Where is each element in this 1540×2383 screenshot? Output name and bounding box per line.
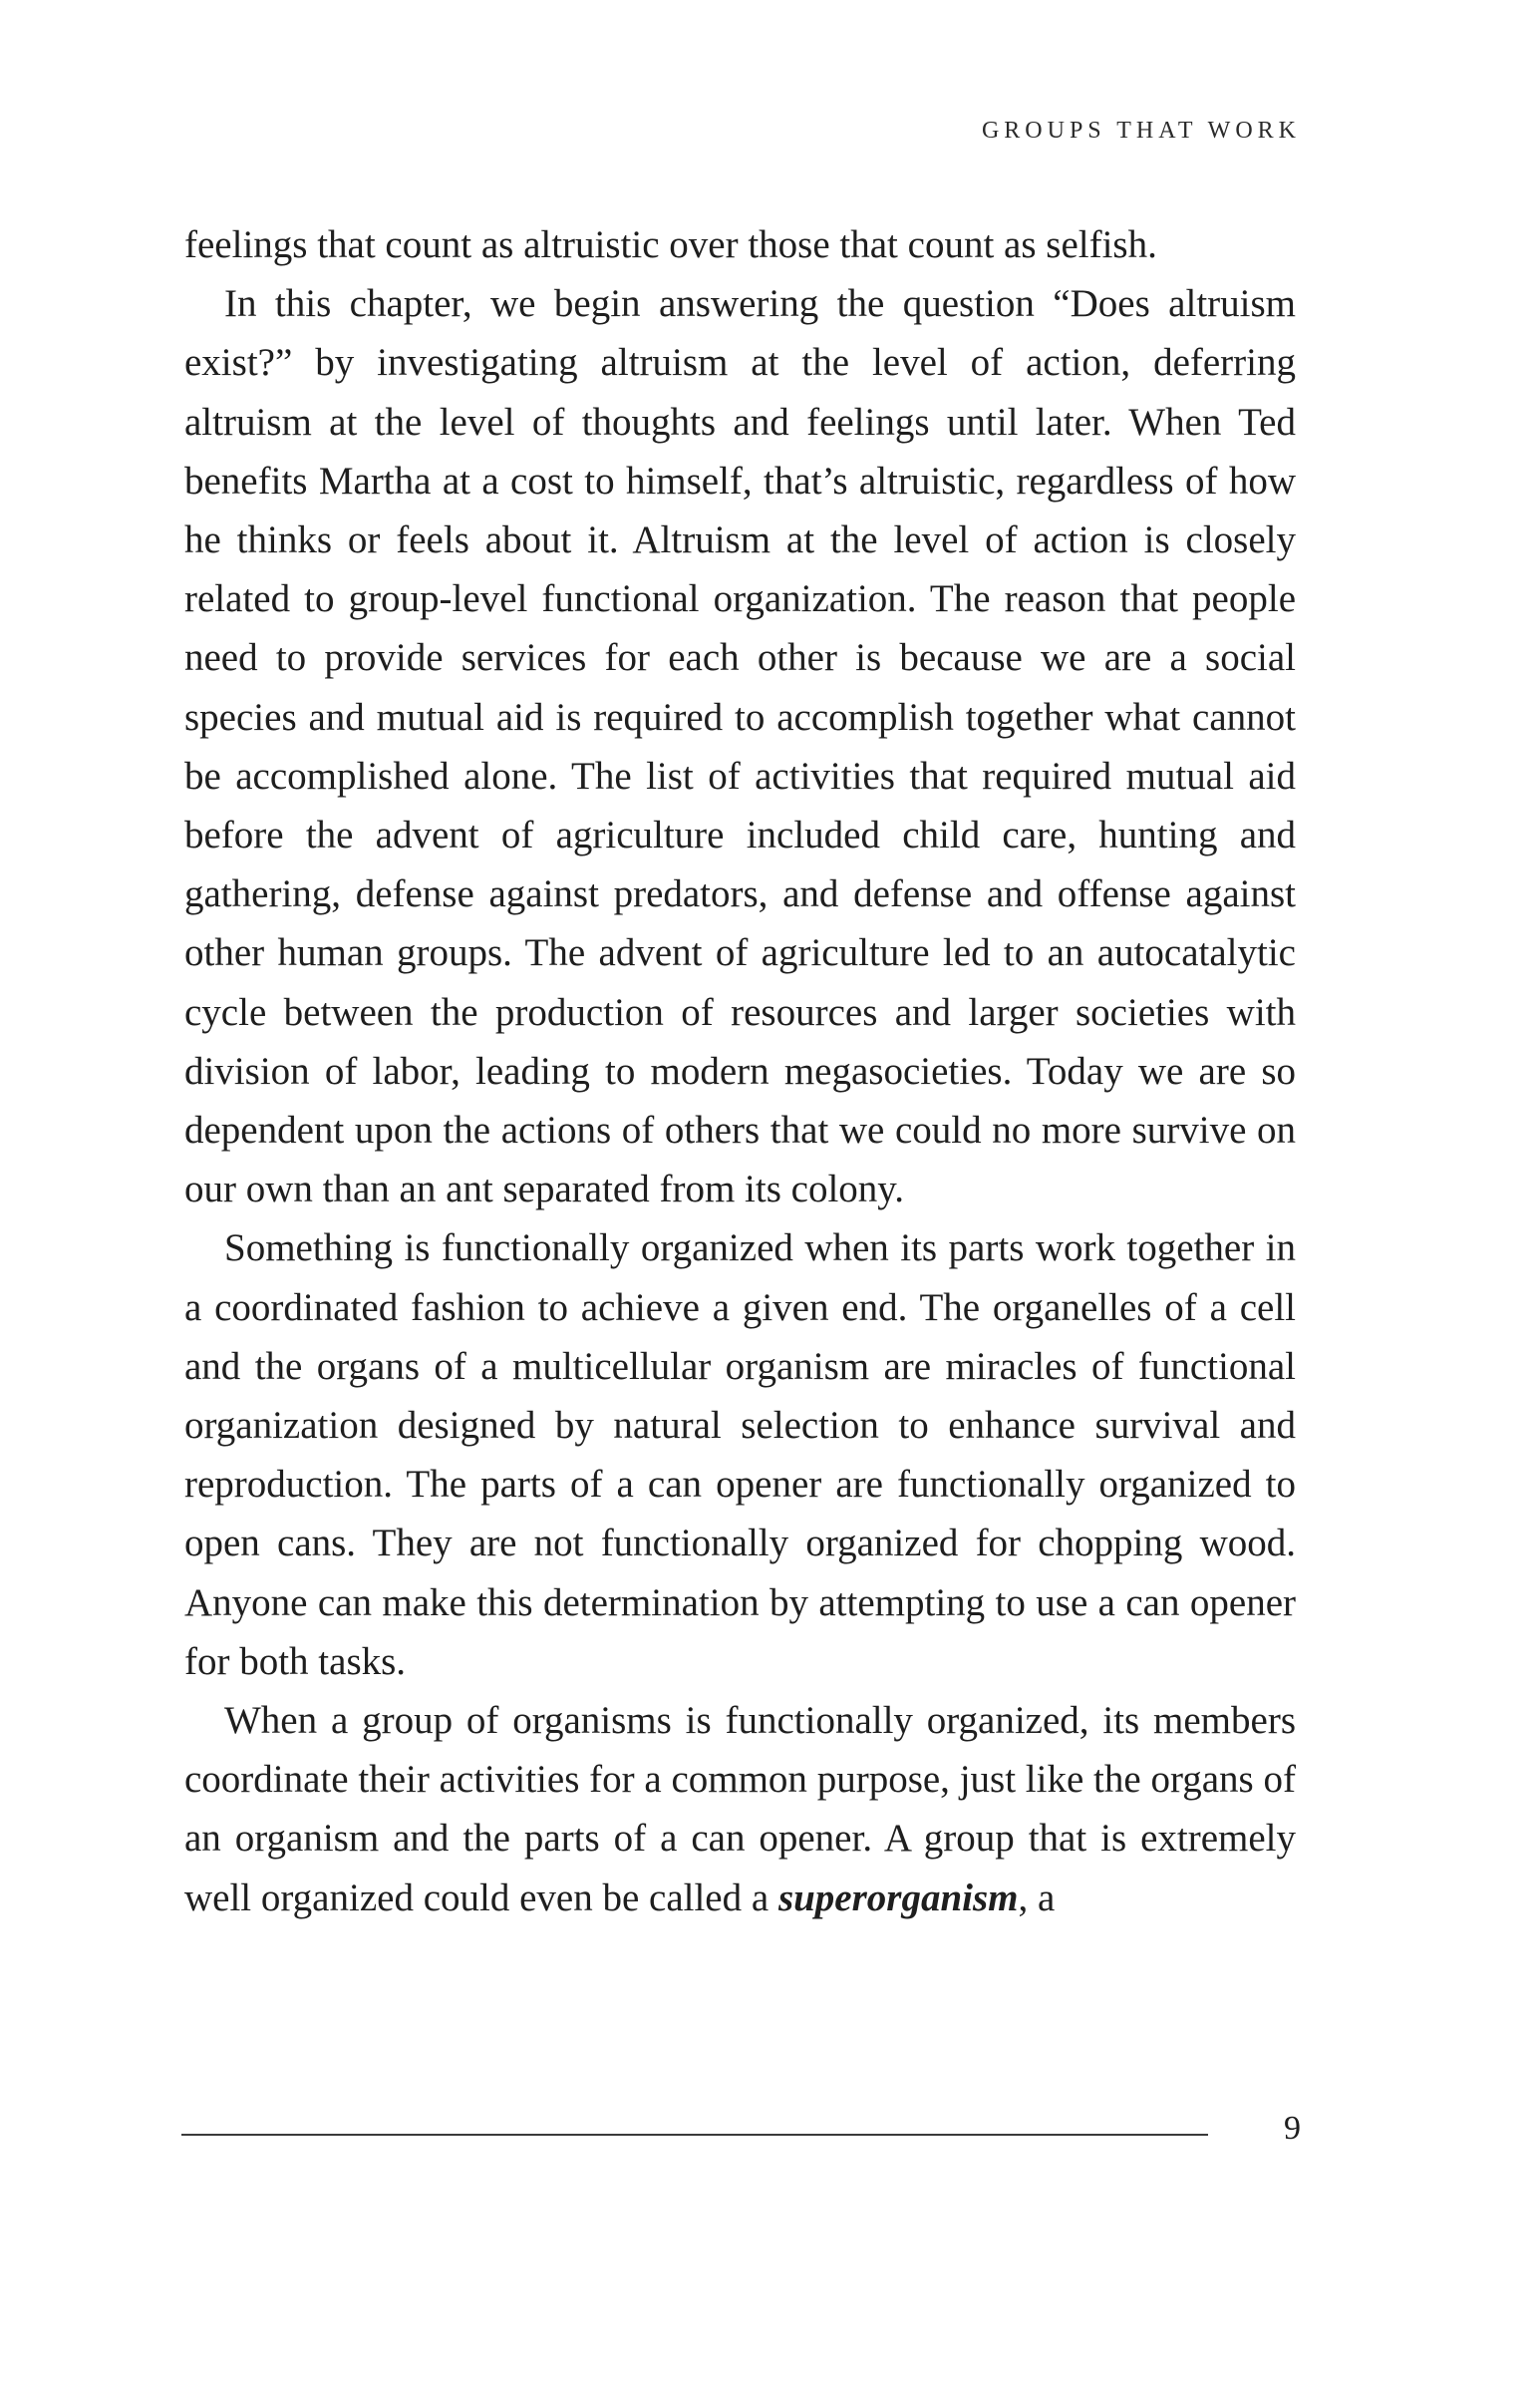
emphasis-term: superorganism	[777, 1875, 1019, 1919]
page-number: 9	[1284, 2110, 1301, 2147]
paragraph-3: Something is functionally organized when its parts work together in a coordinated fashion to achieve a given end. The organelles of a cell and the organs of a multicellular organism are miracles of functional organization designed by natural selection to enhance survival and reproduction. The parts of a can opener are functionally organized to open cans. They are not functionally organized for chopping wood. Anyone can make this determination by attempting to use a can opener for both tasks.	[184, 1226, 1296, 1683]
running-head: GROUPS THAT WORK	[981, 118, 1301, 144]
paragraph-4-tail: , a	[1018, 1875, 1056, 1919]
footer-rule	[181, 2134, 1208, 2136]
paragraph-4	[184, 1691, 1296, 1927]
paragraph-2: In this chapter, we begin answering the question “Does altruism exist?” by investigating altruism at the level of action, deferring altruism at the level of thoughts and feelings until later. When Ted benefits Martha at a cost to himself, that’s altruistic, regardless of how he thinks or feels about it. Altruism at the level of action is closely related to group-level functional organization. The reason that people need to provide services for each other is because we are a social species and mutual aid is required to accomplish together what cannot be accomplished alone. The list of activities that required mutual aid before the advent of agriculture included child care, hunting and gathering, defense against predators, and defense and offense against other human groups. The advent of agriculture led to an autocatalytic cycle between the production of resources and larger societies with division of labor, leading to modern megasocieties. Today we are so dependent upon the actions of others that we could no more survive on our own than an ant separated from its colony.	[184, 282, 1296, 1211]
body-text	[184, 215, 1296, 1927]
paragraph-1: feelings that count as altruistic over those that count as selfish.	[184, 223, 1157, 266]
paragraph-4-text: When a group of organisms is functionally organized, its members coordinate their activities for a common purpose, just like the organs of an organism and the parts of a can opener. A group that is extremely well organized could even be called a	[184, 1699, 1296, 1919]
